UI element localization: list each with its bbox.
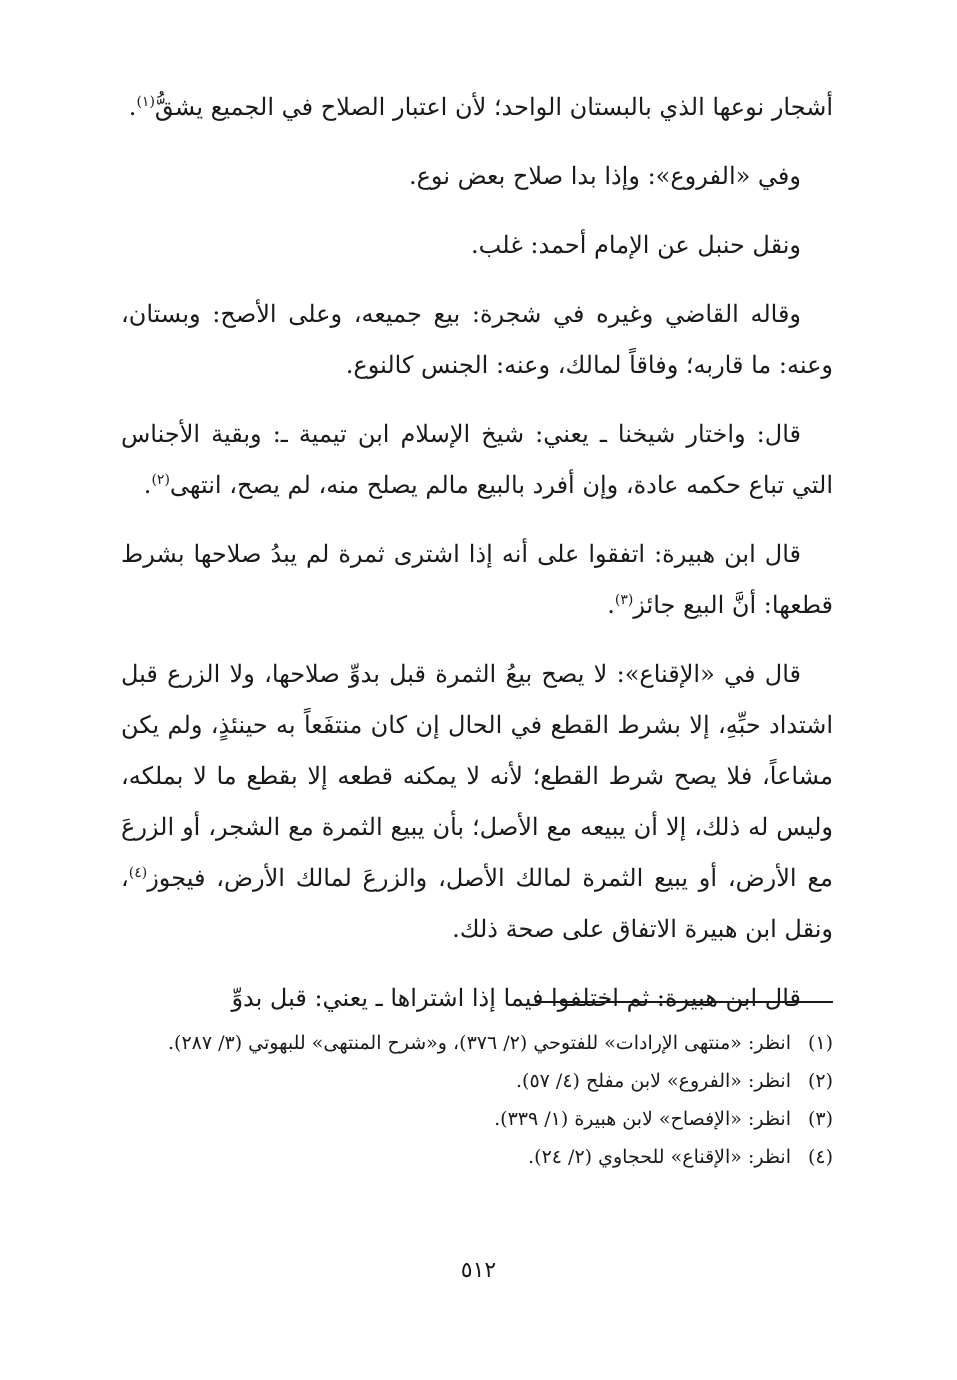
paragraph-1: أشجار نوعها الذي بالبستان الواحد؛ لأن اعتبار الصلاح في الجميع يشقُّ$^{(١)}$.: [128, 93, 833, 121]
footnote-ref-2[interactable]: (٢): [151, 472, 170, 488]
paragraph-5: قال: واختار شيخنا ـ يعني: شيخ الإسلام ابن تيمية ـ: وبقية الأجناس التي تباع حكمه عادة، وإن أفرد بالبيع مالم يصلح منه، لم يصح، انتهى$^{(٢)}$.: [121, 420, 833, 499]
footnote-text: انظر: «منتهى الإرادات» للفتوحي (٢/ ٣٧٦)، و«شرح المنتهى» للبهوتي (٣/ ٢٨٧).: [167, 1032, 791, 1054]
footnote-text: انظر: «الإقناع» للحجاوي (٢/ ٢٤).: [528, 1146, 791, 1168]
footnote-text: انظر: «الإفصاح» لابن هبيرة (١/ ٣٣٩).: [494, 1108, 791, 1130]
paragraph-7: قال في «الإقناع»: لا يصح بيعُ الثمرة قبل بدوِّ صلاحها، ولا الزرع قبل اشتداد حبِّهِ، إلا بشرط القطع في الحال إن كان منتفَعاً به حينئذٍ، ولم يكن مشاعاً، فلا يصح شرط القطع؛ لأنه لا يمكنه قطعه إلا بقطع ما لا بملكه، وليس له ذلك، إلا أن يبيعه مع الأصل؛ بأن يبيع الثمرة مع الشجر، أو الزرعَ مع الأرض، أو يبيع الثمرة لمالك الأصل، والزرعَ لمالك الأرض، فيجوز$^{(٤)}$، ونقل ابن هبيرة الاتفاق على صحة ذلك.: [121, 660, 834, 943]
main-text: [121, 82, 833, 1042]
footnote-number: (٤): [807, 1146, 833, 1168]
footnote-number: (٢): [807, 1070, 833, 1092]
paragraph-2: وفي «الفروع»: وإذا بدا صلاح بعض نوع.: [408, 162, 801, 190]
footnote-ref-4[interactable]: (٤): [128, 865, 148, 881]
page-number: ٥١٢: [460, 1258, 497, 1283]
footnote-4: [121, 1142, 833, 1173]
footnote-1: [121, 1028, 833, 1059]
footnote-ref-3[interactable]: (٣): [614, 592, 634, 608]
footnote-number: (١): [807, 1032, 833, 1054]
paragraph-4: وقاله القاضي وغيره في شجرة: بيع جميعه، وعلى الأصح: وبستان، وعنه: ما قاربه؛ وفاقاً لمالك، وعنه: الجنس كالنوع.: [121, 300, 833, 379]
paragraph-6: قال ابن هبيرة: اتفقوا على أنه إذا اشترى ثمرة لم يبدُ صلاحها بشرط قطعها: أنَّ البيع جائز$^{(٣)}$.: [121, 540, 833, 619]
footnote-2: [121, 1066, 833, 1097]
footnote-divider: [535, 1001, 833, 1003]
footnote-ref-1[interactable]: (١): [136, 94, 155, 110]
paragraph-3: ونقل حنبل عن الإمام أحمد: غلب.: [471, 231, 801, 259]
footnote-3: [121, 1104, 833, 1135]
footnote-number: (٣): [807, 1108, 833, 1130]
paragraph-8: قال ابن هبيرة: ثم اختلفوا فيما إذا اشتراها ـ يعني: قبل بدوِّ: [231, 984, 801, 1012]
footnote-text: انظر: «الفروع» لابن مفلح (٤/ ٥٧).: [515, 1070, 791, 1092]
footnotes: [121, 1028, 833, 1180]
